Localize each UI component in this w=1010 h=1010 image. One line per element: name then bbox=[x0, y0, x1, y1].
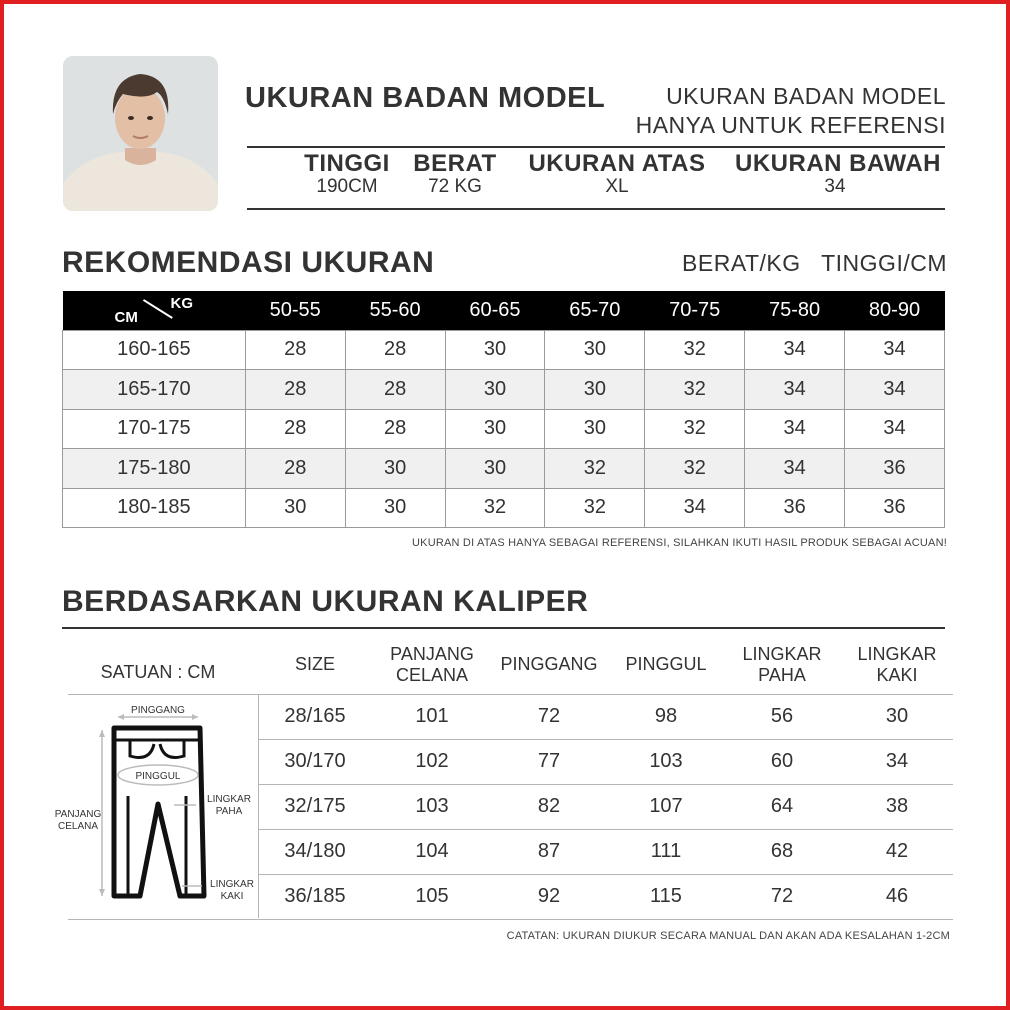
caliper-cell: 107 bbox=[649, 795, 683, 817]
size-cell: 32 bbox=[545, 449, 645, 489]
caliper-cell: 72 bbox=[537, 705, 561, 727]
model-note-line-2: HANYA UNTUK REFERENSI bbox=[635, 112, 946, 138]
corner-divider bbox=[143, 299, 173, 318]
caliper-cell: 72 bbox=[770, 885, 794, 907]
caliper-cell: 28/165 bbox=[284, 705, 346, 727]
weight-column-header: 55-60 bbox=[345, 291, 445, 330]
caliper-row-rule bbox=[258, 739, 953, 740]
size-cell: 30 bbox=[345, 449, 445, 489]
caliper-cell: 77 bbox=[537, 750, 561, 772]
weight-column-header: 75-80 bbox=[745, 291, 845, 330]
size-cell: 36 bbox=[845, 449, 945, 489]
caliper-cell: 104 bbox=[415, 840, 449, 862]
leg-label-2: KAKI bbox=[220, 891, 244, 902]
stat-label: BERAT bbox=[413, 150, 497, 177]
length-label-2: CELANA bbox=[57, 821, 99, 832]
model-note-line-1: UKURAN BADAN MODEL bbox=[666, 83, 946, 109]
weight-column-header: 70-75 bbox=[645, 291, 745, 330]
caliper-cell: 34/180 bbox=[284, 840, 346, 862]
length-label-1: PANJANG bbox=[54, 809, 102, 820]
size-cell: 28 bbox=[345, 370, 445, 410]
height-range-cell: 175-180 bbox=[63, 449, 246, 489]
stat-value: XL bbox=[605, 176, 629, 197]
size-cell: 30 bbox=[545, 370, 645, 410]
size-cell: 32 bbox=[645, 330, 745, 370]
model-stats-top-rule bbox=[247, 146, 945, 148]
size-cell: 34 bbox=[745, 409, 845, 449]
caliper-cell: 60 bbox=[770, 750, 794, 772]
height-range-cell: 180-185 bbox=[63, 488, 246, 528]
caliper-cell: 101 bbox=[415, 705, 449, 727]
recommendation-units: BERAT/KG TINGGI/CM bbox=[682, 250, 947, 276]
caliper-cell: 36/185 bbox=[284, 885, 346, 907]
model-stats bbox=[247, 150, 945, 208]
caliper-row-rule bbox=[68, 919, 953, 920]
size-cell: 34 bbox=[845, 330, 945, 370]
model-size-title: UKURAN BADAN MODEL bbox=[245, 82, 606, 114]
stat-top-size bbox=[527, 150, 707, 198]
table-row bbox=[63, 409, 945, 449]
size-cell: 34 bbox=[845, 409, 945, 449]
size-cell: 34 bbox=[745, 370, 845, 410]
model-photo bbox=[63, 56, 218, 211]
size-cell: 34 bbox=[745, 330, 845, 370]
size-cell: 28 bbox=[245, 370, 345, 410]
caliper-cell: 87 bbox=[537, 840, 561, 862]
model-stats-bottom-rule bbox=[247, 208, 945, 210]
caliper-title: BERDASARKAN UKURAN KALIPER bbox=[62, 585, 589, 618]
stat-weight bbox=[395, 150, 515, 198]
caliper-column-header: LINGKAR KAKI bbox=[857, 644, 937, 685]
caliper-cell: 46 bbox=[885, 885, 909, 907]
caliper-cell: 98 bbox=[654, 705, 678, 727]
leg-label-1: LINGKAR bbox=[210, 879, 254, 890]
recommendation-title: REKOMENDASI UKURAN bbox=[62, 246, 435, 279]
caliper-cell: 82 bbox=[537, 795, 561, 817]
height-range-cell: 170-175 bbox=[63, 409, 246, 449]
weight-column-header: 60-65 bbox=[445, 291, 545, 330]
stat-value: 190CM bbox=[316, 176, 378, 197]
caliper-cell: 92 bbox=[537, 885, 561, 907]
caliper-cell: 111 bbox=[650, 840, 682, 862]
caliper-column-header: PANJANG CELANA bbox=[390, 644, 474, 685]
caliper-note: CATATAN: UKURAN DIUKUR SECARA MANUAL DAN AKAN ADA KESALAHAN 1-2CM bbox=[506, 930, 950, 942]
size-cell: 28 bbox=[345, 409, 445, 449]
caliper-cell: 105 bbox=[415, 885, 449, 907]
caliper-column-header: SIZE bbox=[294, 654, 335, 674]
caliper-header-rule bbox=[68, 694, 953, 695]
table-row bbox=[63, 488, 945, 528]
size-cell: 32 bbox=[645, 449, 745, 489]
size-cell: 28 bbox=[345, 330, 445, 370]
size-cell: 34 bbox=[845, 370, 945, 410]
caliper-cell: 32/175 bbox=[284, 795, 346, 817]
size-cell: 30 bbox=[445, 449, 545, 489]
caliper-cell: 64 bbox=[770, 795, 794, 817]
caliper-cell: 30/170 bbox=[284, 750, 346, 772]
caliper-row-rule bbox=[258, 784, 953, 785]
corner-header bbox=[63, 291, 246, 330]
stat-label: UKURAN ATAS bbox=[528, 150, 706, 177]
unit-label: SATUAN : CM bbox=[100, 662, 216, 682]
size-cell: 28 bbox=[245, 330, 345, 370]
caliper-row-rule bbox=[258, 829, 953, 830]
size-cell: 36 bbox=[845, 488, 945, 528]
size-cell: 32 bbox=[545, 488, 645, 528]
size-cell: 32 bbox=[645, 409, 745, 449]
caliper-title-rule bbox=[62, 627, 945, 629]
size-cell: 30 bbox=[545, 330, 645, 370]
caliper-cell: 42 bbox=[885, 840, 909, 862]
caliper-cell: 103 bbox=[415, 795, 449, 817]
table-row bbox=[63, 449, 945, 489]
weight-column-header: 65-70 bbox=[545, 291, 645, 330]
caliper-column-header: LINGKAR PAHA bbox=[742, 644, 822, 685]
size-cell: 34 bbox=[645, 488, 745, 528]
model-size-note bbox=[636, 82, 946, 140]
weight-column-header: 80-90 bbox=[845, 291, 945, 330]
size-cell: 30 bbox=[445, 409, 545, 449]
recommendation-note: UKURAN DI ATAS HANYA SEBAGAI REFERENSI, SILAHKAN IKUTI HASIL PRODUK SEBAGAI ACUAN! bbox=[412, 537, 947, 549]
size-recommendation-table bbox=[62, 291, 945, 528]
size-cell: 34 bbox=[745, 449, 845, 489]
weight-column-header: 50-55 bbox=[245, 291, 345, 330]
hip-label: PINGGUL bbox=[135, 771, 181, 782]
pants-measurement-diagram bbox=[52, 700, 262, 915]
caliper-cell: 30 bbox=[885, 705, 909, 727]
thigh-label-1: LINGKAR bbox=[207, 794, 251, 805]
caliper-column-header: PINGGANG bbox=[500, 654, 598, 674]
stat-value: 72 KG bbox=[428, 176, 482, 197]
waist-label: PINGGANG bbox=[131, 705, 185, 716]
caliper-cell: 102 bbox=[415, 750, 449, 772]
column-unit-label: KG bbox=[170, 295, 193, 312]
stat-label: TINGGI bbox=[304, 150, 390, 177]
size-cell: 30 bbox=[445, 370, 545, 410]
caliper-column-header: PINGGUL bbox=[625, 654, 707, 674]
caliper-cell: 56 bbox=[770, 705, 794, 727]
stat-value: 34 bbox=[824, 176, 846, 197]
size-cell: 32 bbox=[445, 488, 545, 528]
caliper-cell: 38 bbox=[885, 795, 909, 817]
table-row bbox=[63, 330, 945, 370]
height-range-cell: 160-165 bbox=[63, 330, 246, 370]
size-cell: 28 bbox=[245, 409, 345, 449]
size-cell: 30 bbox=[345, 488, 445, 528]
stat-label: UKURAN BAWAH bbox=[735, 150, 941, 177]
caliper-cell: 103 bbox=[649, 750, 683, 772]
size-cell: 30 bbox=[445, 330, 545, 370]
height-range-cell: 165-170 bbox=[63, 370, 246, 410]
caliper-cell: 68 bbox=[770, 840, 794, 862]
stat-bottom-size bbox=[735, 150, 941, 198]
caliper-cell: 34 bbox=[885, 750, 909, 772]
thigh-label-2: PAHA bbox=[215, 806, 243, 817]
size-cell: 36 bbox=[745, 488, 845, 528]
table-header-row bbox=[63, 291, 945, 330]
caliper-row-rule bbox=[258, 874, 953, 875]
table-row bbox=[63, 370, 945, 410]
size-cell: 28 bbox=[245, 449, 345, 489]
size-cell: 30 bbox=[245, 488, 345, 528]
size-cell: 32 bbox=[645, 370, 745, 410]
size-cell: 30 bbox=[545, 409, 645, 449]
row-unit-label: CM bbox=[114, 308, 138, 326]
caliper-cell: 115 bbox=[650, 885, 682, 907]
